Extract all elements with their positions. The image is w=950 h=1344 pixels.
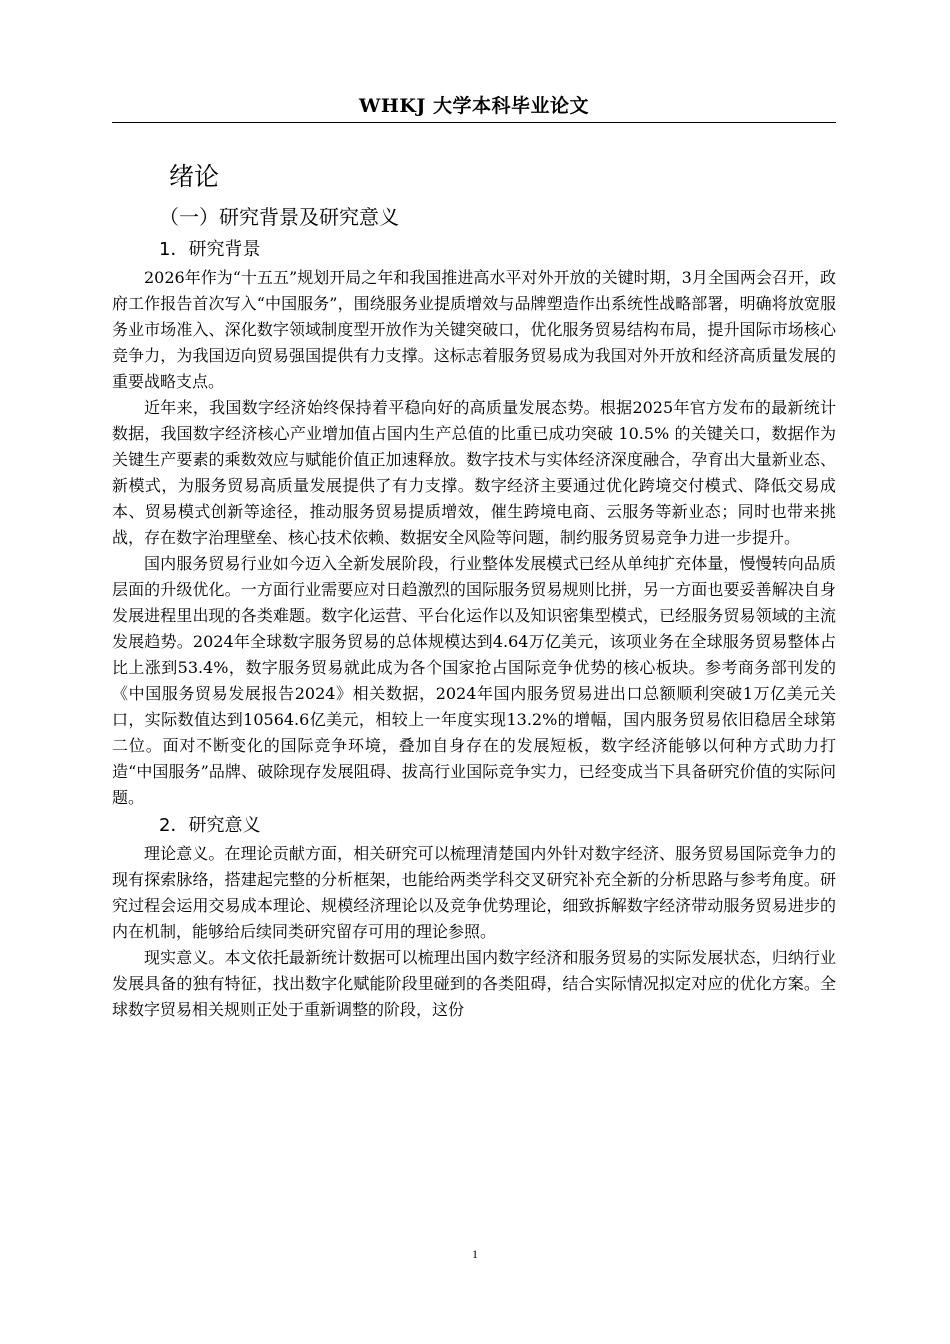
paragraph: 理论意义。在理论贡献方面，相关研究可以梳理清楚国内外针对数字经济、服务贸易国际竞争力的现有探索脉络，搭建起完整的分析框架，也能给两类学科交叉研究补充全新的分析思路与参考角度。研究过程会运用交易成本理论、规模经济理论以及竞争优势理论，细致拆解数字经济带动服务贸易进步的内在机制，能够给后续同类研究留存可用的理论参照。	[112, 844, 836, 941]
page-header	[112, 92, 836, 123]
paragraph: 国内服务贸易行业如今迈入全新发展阶段，行业整体发展模式已经从单纯扩充体量，慢慢转向品质层面的升级优化。一方面行业需要应对日趋激烈的国际服务贸易规则比拼，另一方面也要妥善解决自身发展进程里出现的各类难题。数字化运营、平台化运作以及知识密集型模式，已经服务贸易领域的主流发展趋势。2024年全球数字服务贸易的总体规模达到4.64万亿美元，该项业务在全球服务贸易整体占比上涨到53.4%，数字服务贸易就此成为各个国家抢占国际竞争优势的核心板块。参考商务部刊发的《中国服务贸易发展报告2024》相关数据，2024年国内服务贸易进出口总额顺利突破1万亿美元关口，实际数值达到10564.6亿美元，相较上一年度实现13.2%的增幅，国内服务贸易依旧稳居全球第二位。面对不断变化的国际竞争环境，叠加自身存在的发展短板，数字经济能够以何种方式助力打造“中国服务”品牌、破除现存发展阻碍、拔高行业国际竞争实力，已经变成当下具备研究价值的实际问题。	[112, 554, 836, 807]
subsection-title: 2．研究意义	[159, 815, 261, 836]
chapter-title: 绪论	[169, 162, 220, 191]
header-title: WHKJ 大学本科毕业论文	[359, 95, 589, 117]
paragraph: 2026年作为“十五五”规划开局之年和我国推进高水平对外开放的关键时期，3月全国两会召开，政府工作报告首次写入“中国服务”，围绕服务业提质增效与品牌塑造作出系统性战略部署，明确将放宽服务业市场准入、深化数字领域制度型开放作为关键突破口，优化服务贸易结构布局，提升国际市场核心竞争力，为我国迈向贸易强国提供有力支撑。这标志着服务贸易成为我国对外开放和经济高质量发展的重要战略支点。	[112, 268, 836, 391]
subsection-title: 1．研究背景	[159, 239, 261, 260]
page-content	[112, 155, 836, 1023]
paragraph: 近年来，我国数字经济始终保持着平稳向好的高质量发展态势。根据2025年官方发布的最新统计数据，我国数字经济核心产业增加值占国内生产总值的比重已成功突破 10.5% 的关键关口，数据作为关键生产要素的乘数效应与赋能价值正加速释放。数字技术与实体经济深度融合，孕育出大量新业态、新模式，为服务贸易高质量发展提供了有力支撑。数字经济主要通过优化跨境交付模式、降低交易成本、贸易模式创新等途径，推动服务贸易提质增效，催生跨境电商、云服务等新业态；同时也带来挑战，存在数字治理壁垒、核心技术依赖、数据安全风险等问题，制约服务贸易竞争力进一步提升。	[112, 398, 836, 547]
section-title: （一）研究背景及研究意义	[159, 205, 399, 229]
page-number: 1	[472, 1247, 478, 1261]
paragraph: 现实意义。本文依托最新统计数据可以梳理出国内数字经济和服务贸易的实际发展状态，归纳行业发展具备的独有特征，找出数字化赋能阶段里碰到的各类阻碍，结合实际情况拟定对应的优化方案。全球数字贸易相关规则正处于重新调整的阶段，这份	[112, 948, 836, 1019]
